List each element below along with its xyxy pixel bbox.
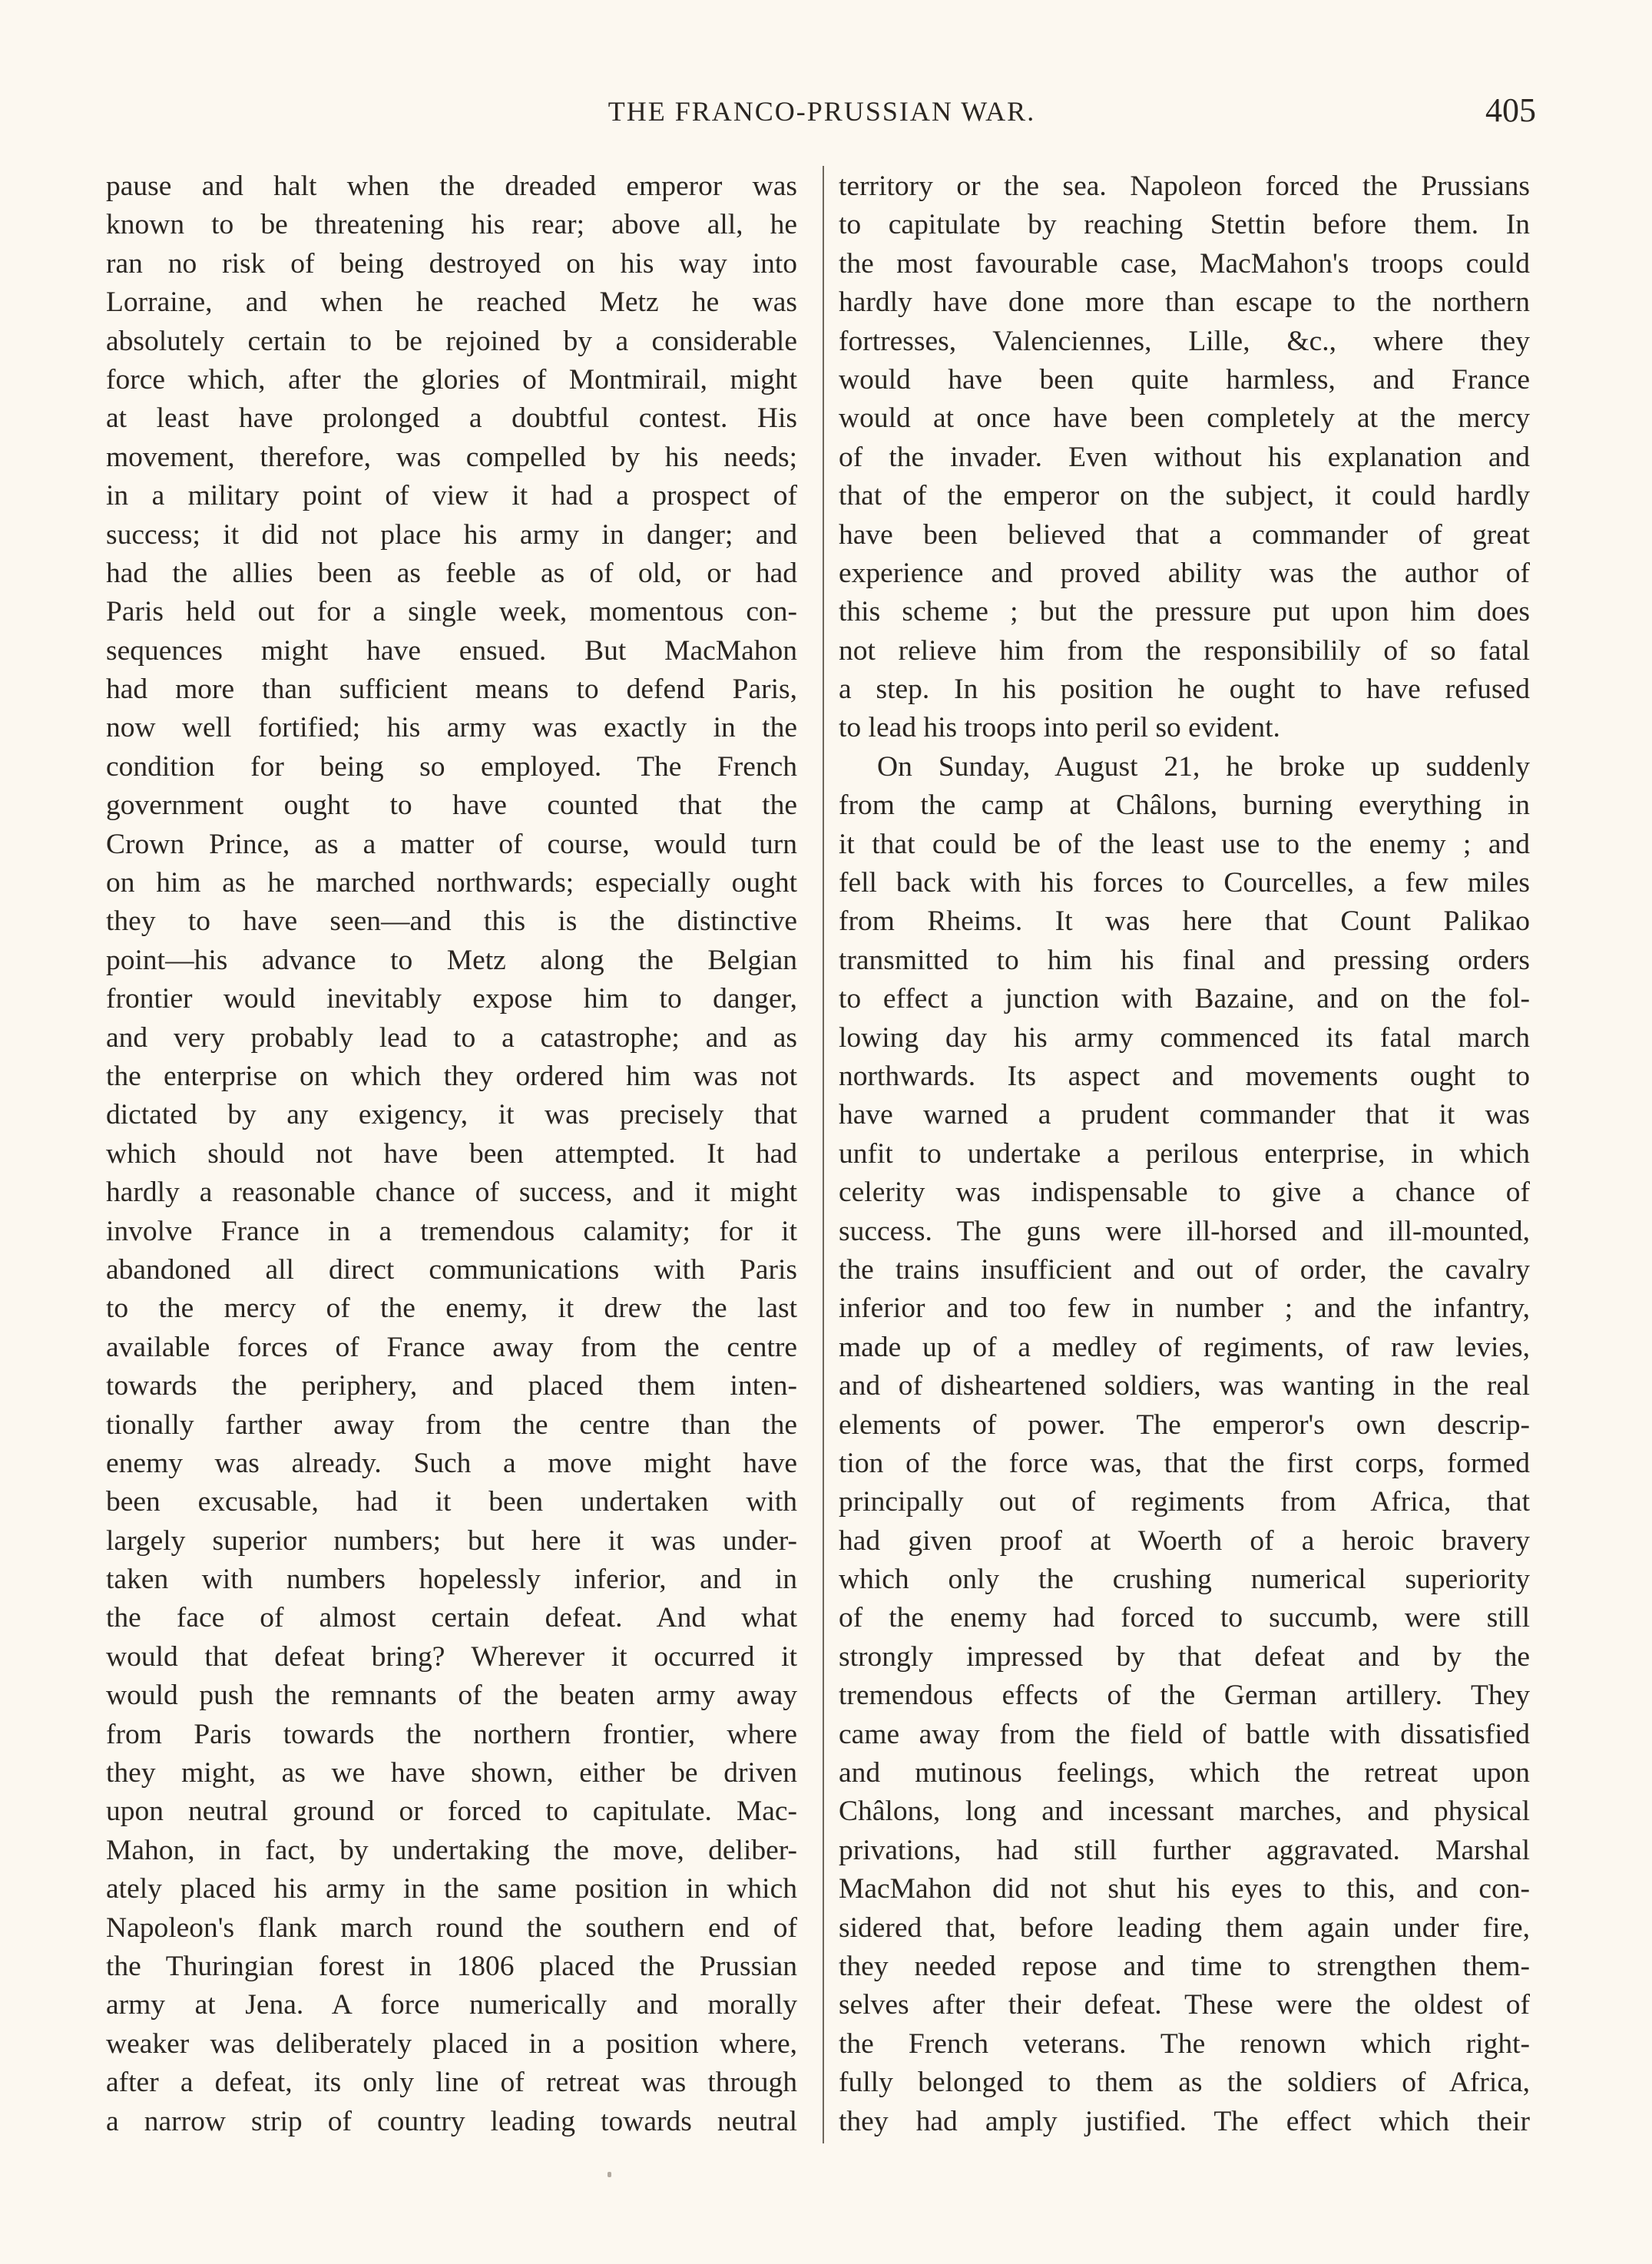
text-line: territory or the sea. Napoleon forced the Prussians <box>839 170 1530 202</box>
text-line: principally out of regiments from Africa, that <box>839 1486 1530 1518</box>
text-line: the enterprise on which they ordered him was not <box>106 1060 797 1092</box>
text-line: dictated by any exigency, it was precisely that <box>106 1099 797 1131</box>
column-divider <box>823 166 824 2143</box>
text-line: fully belonged to them as the soldiers of Africa, <box>839 2067 1530 2099</box>
text-line: Napoleon's flank march round the southern end of <box>106 1911 797 1944</box>
text-line: and of disheartened soldiers, was wanting in the real <box>839 1370 1530 1402</box>
text-line: it that could be of the least use to the enemy ; and <box>839 828 1530 860</box>
text-line: had the allies been as feeble as of old, or had <box>106 557 797 589</box>
text-line: not relieve him from the responsibilily of so fatal <box>839 634 1530 667</box>
text-line: of the invader. Even without his explanation and <box>839 441 1530 473</box>
text-line: would have been quite harmless, and France <box>839 363 1530 396</box>
text-line: to the mercy of the enemy, it drew the last <box>106 1293 797 1325</box>
text-line: ately placed his army in the same position in which <box>106 1873 797 1905</box>
text-line: northwards. Its aspect and movements ought to <box>839 1060 1530 1092</box>
text-line: of the enemy had forced to succumb, were still <box>839 1602 1530 1634</box>
text-line: hardly have done more than escape to the northern <box>839 286 1530 319</box>
text-line: pause and halt when the dreaded emperor was <box>106 170 797 202</box>
text-line: towards the periphery, and placed them inten- <box>106 1370 797 1402</box>
text-line: had given proof at Woerth of a heroic bravery <box>839 1524 1530 1557</box>
text-line: on him as he marched northwards; especially ought <box>106 867 797 899</box>
text-line: a narrow strip of country leading towards neutral <box>106 2105 797 2137</box>
text-line: strongly impressed by that defeat and by the <box>839 1640 1530 1673</box>
text-line: and very probably lead to a catastrophe; and as <box>106 1021 797 1054</box>
text-line: tion of the force was, that the first corps, formed <box>839 1447 1530 1479</box>
text-line: taken with numbers hopelessly inferior, and in <box>106 1564 797 1596</box>
text-line: Paris held out for a single week, momentous con- <box>106 596 797 628</box>
text-line: Châlons, long and incessant marches, and physical <box>839 1796 1530 1828</box>
text-line: which should not have been attempted. It had <box>106 1137 797 1170</box>
running-head <box>108 92 1536 138</box>
text-line: enemy was already. Such a move might have <box>106 1447 797 1479</box>
right-column <box>839 167 1530 2164</box>
text-line: they needed repose and time to strengthen them- <box>839 1950 1530 1982</box>
text-line: they might, as we have shown, either be driven <box>106 1757 797 1789</box>
text-line: to effect a junction with Bazaine, and on the fol- <box>839 983 1530 1015</box>
text-line: the trains insufficient and out of order, the cavalry <box>839 1253 1530 1286</box>
text-line: On Sunday, August 21, he broke up suddenly <box>877 750 1530 783</box>
text-line: from Rheims. It was here that Count Palikao <box>839 905 1530 938</box>
text-line: at least have prolonged a doubtful contest. His <box>106 402 797 435</box>
text-line: celerity was indispensable to give a chance of <box>839 1177 1530 1209</box>
text-line: the French veterans. The renown which right- <box>839 2027 1530 2060</box>
text-line: unfit to undertake a perilous enterprise, in which <box>839 1137 1530 1170</box>
text-line: Crown Prince, as a matter of course, would turn <box>106 828 797 860</box>
text-line: they to have seen—and this is the distinctive <box>106 905 797 938</box>
text-line: had more than sufficient means to defend Paris, <box>106 674 797 706</box>
text-line: would that defeat bring? Wherever it occurred it <box>106 1640 797 1673</box>
text-line: from the camp at Châlons, burning everything in <box>839 789 1530 822</box>
text-line: tremendous effects of the German artillery. They <box>839 1680 1530 1712</box>
text-line: now well fortified; his army was exactly in the <box>106 712 797 744</box>
text-line: weaker was deliberately placed in a position where, <box>106 2027 797 2060</box>
text-line: have warned a prudent commander that it was <box>839 1099 1530 1131</box>
text-line: from Paris towards the northern frontier, where <box>106 1718 797 1750</box>
text-line: sequences might have ensued. But MacMahon <box>106 634 797 667</box>
text-line: came away from the field of battle with dissatisfied <box>839 1718 1530 1750</box>
text-line: experience and proved ability was the author of <box>839 557 1530 589</box>
text-line: army at Jena. A force numerically and morally <box>106 1989 797 2021</box>
text-line: they had amply justified. The effect which their <box>839 2105 1530 2137</box>
text-line: ran no risk of being destroyed on his way into <box>106 247 797 280</box>
text-line: inferior and too few in number ; and the infantry, <box>839 1293 1530 1325</box>
text-line: government ought to have counted that the <box>106 789 797 822</box>
text-line: to capitulate by reaching Stettin before them. In <box>839 209 1530 241</box>
text-line: upon neutral ground or forced to capitulate. Mac- <box>106 1796 797 1828</box>
text-line: selves after their defeat. These were the oldest of <box>839 1989 1530 2021</box>
text-line: involve France in a tremendous calamity; for it <box>106 1215 797 1247</box>
text-line: MacMahon did not shut his eyes to this, and con- <box>839 1873 1530 1905</box>
text-line: tionally farther away from the centre than the <box>106 1408 797 1441</box>
text-line: force which, after the glories of Montmirail, might <box>106 363 797 396</box>
text-line: condition for being so employed. The French <box>106 750 797 783</box>
text-line: abandoned all direct communications with Paris <box>106 1253 797 1286</box>
text-line: lowing day his army commenced its fatal march <box>839 1021 1530 1054</box>
text-line: largely superior numbers; but here it was under- <box>106 1524 797 1557</box>
text-line: frontier would inevitably expose him to danger, <box>106 983 797 1015</box>
text-line: fortresses, Valenciennes, Lille, &c., where they <box>839 325 1530 357</box>
text-line: the face of almost certain defeat. And what <box>106 1602 797 1634</box>
text-line: transmitted to him his final and pressing orders <box>839 944 1530 976</box>
text-line: would at once have been completely at the mercy <box>839 402 1530 435</box>
text-line: been excusable, had it been undertaken with <box>106 1486 797 1518</box>
text-line: privations, had still further aggravated. Marshal <box>839 1834 1530 1866</box>
text-line: absolutely certain to be rejoined by a considerable <box>106 325 797 357</box>
text-line: movement, therefore, was compelled by his needs; <box>106 441 797 473</box>
text-line: sidered that, before leading them again under fire, <box>839 1911 1530 1944</box>
text-line: would push the remnants of the beaten army away <box>106 1680 797 1712</box>
text-line: made up of a medley of regiments, of raw levies, <box>839 1331 1530 1363</box>
text-line: known to be threatening his rear; above all, he <box>106 209 797 241</box>
text-line: after a defeat, its only line of retreat was through <box>106 2067 797 2099</box>
text-line: hardly a reasonable chance of success, and it might <box>106 1177 797 1209</box>
left-column <box>106 167 797 2164</box>
text-line: have been believed that a commander of great <box>839 518 1530 551</box>
text-line: point—his advance to Metz along the Belgian <box>106 944 797 976</box>
page-number: 405 <box>1485 91 1536 129</box>
text-line: elements of power. The emperor's own descrip- <box>839 1408 1530 1441</box>
text-line: in a military point of view it had a prospect of <box>106 480 797 512</box>
text-line: which only the crushing numerical superiority <box>839 1564 1530 1596</box>
text-line: success. The guns were ill-horsed and ill-mounted, <box>839 1215 1530 1247</box>
text-line: Mahon, in fact, by undertaking the move, deliber- <box>106 1834 797 1866</box>
paper-speck <box>607 2172 611 2177</box>
running-title: THE FRANCO-PRUSSIAN WAR. <box>607 96 1036 127</box>
text-line: and mutinous feelings, which the retreat upon <box>839 1757 1530 1789</box>
text-line: available forces of France away from the centre <box>106 1331 797 1363</box>
text-line: Lorraine, and when he reached Metz he was <box>106 286 797 319</box>
text-line: this scheme ; but the pressure put upon him does <box>839 596 1530 628</box>
text-line: fell back with his forces to Courcelles, a few miles <box>839 867 1530 899</box>
text-line: the most favourable case, MacMahon's troops could <box>839 247 1530 280</box>
text-line: to lead his troops into peril so evident. <box>839 712 1280 744</box>
text-line: a step. In his position he ought to have refused <box>839 674 1530 706</box>
text-line: success; it did not place his army in danger; and <box>106 518 797 551</box>
text-line: that of the emperor on the subject, it could hardly <box>839 480 1530 512</box>
text-line: the Thuringian forest in 1806 placed the Prussian <box>106 1950 797 1982</box>
